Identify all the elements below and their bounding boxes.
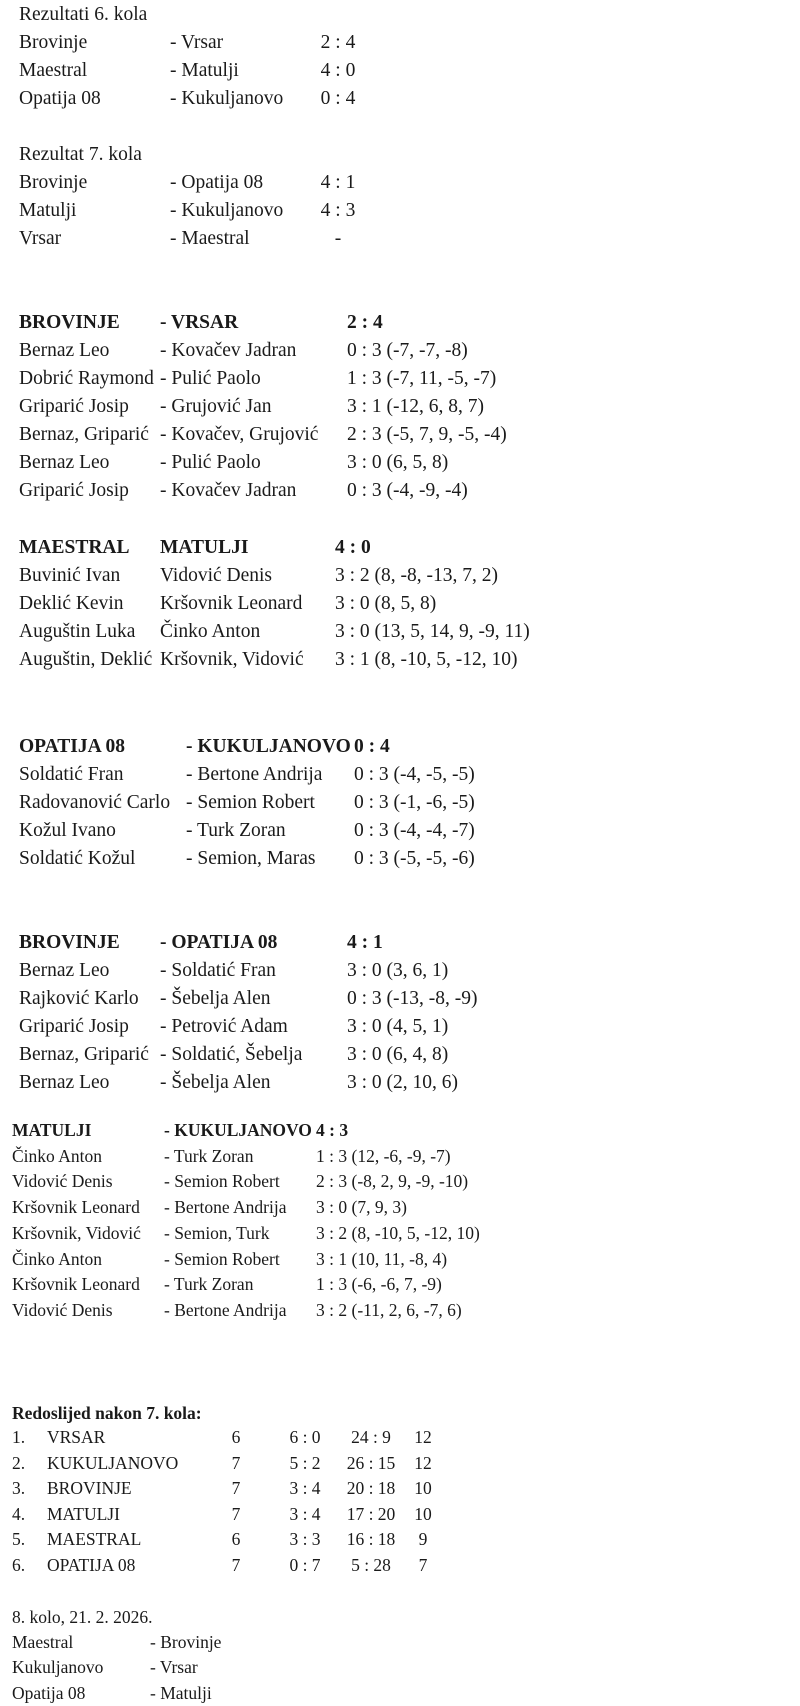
home-player: Bernaz Leo (19, 340, 110, 361)
away-player: - Turk Zoran (164, 1274, 254, 1295)
round7-title (0, 141, 800, 169)
away-team: - Matulji (150, 1682, 212, 1703)
home-player: Griparić Josip (19, 396, 129, 417)
wins-losses: 0 : 7 (289, 1555, 321, 1575)
home-player: Bernaz Leo (19, 960, 110, 981)
game-result: 3 : 0 (13, 5, 14, 9, -9, 11) (335, 621, 530, 642)
home-player: Vidović Denis (12, 1299, 113, 1320)
away-team: - Vrsar (170, 32, 224, 53)
rank: 2. (12, 1452, 26, 1473)
game-row (0, 1013, 800, 1041)
match-header (0, 1117, 800, 1143)
match-score: 2 : 4 (347, 312, 383, 333)
home-player: Vidović Denis (12, 1171, 113, 1192)
rank: 3. (12, 1478, 26, 1499)
round6-title (0, 1, 800, 29)
away-player: - Soldatić Fran (160, 960, 276, 981)
game-row (0, 337, 800, 365)
home-player: Kožul Ivano (19, 820, 116, 841)
home-player: Griparić Josip (19, 480, 129, 501)
home-player: Soldatić Fran (19, 764, 124, 785)
game-row (0, 449, 800, 477)
game-row (0, 1297, 800, 1323)
match-header (0, 733, 800, 761)
played: 7 (231, 1452, 241, 1473)
away-team: - Brovinje (150, 1632, 222, 1652)
away-player: - Bertone Andrija (186, 764, 323, 785)
points: 12 (414, 1427, 432, 1447)
home-player: Činko Anton (12, 1248, 102, 1269)
home-player: Soldatić Kožul (19, 848, 136, 869)
home-team-header: MAESTRAL (19, 537, 130, 558)
game-result: 2 : 3 (-8, 2, 9, -9, -10) (316, 1171, 469, 1192)
away-player: - Grujović Jan (160, 396, 272, 417)
round-title: Rezultat 7. kola (19, 144, 142, 165)
away-team: - Maestral (170, 228, 250, 249)
game-row (0, 646, 800, 674)
wins-losses: 6 : 0 (289, 1427, 321, 1447)
game-row (0, 365, 800, 393)
game-result: 3 : 1 (-12, 6, 8, 7) (347, 396, 485, 417)
match-row (0, 225, 800, 253)
rank: 1. (12, 1427, 26, 1447)
standings-row (0, 1424, 800, 1450)
score: 2 : 4 (320, 32, 356, 53)
wins-losses: 3 : 3 (289, 1529, 321, 1550)
rank: 4. (12, 1503, 26, 1524)
away-player: Vidović Denis (160, 565, 273, 586)
game-row (0, 985, 800, 1013)
team: OPATIJA 08 (47, 1555, 136, 1575)
team: VRSAR (47, 1427, 106, 1447)
score: 0 : 4 (320, 88, 356, 109)
points: 9 (418, 1529, 428, 1550)
game-result: 3 : 1 (8, -10, 5, -12, 10) (335, 649, 518, 670)
home-team: Vrsar (19, 228, 62, 249)
team: MAESTRAL (47, 1529, 142, 1550)
points: 10 (414, 1503, 432, 1524)
game-result: 3 : 0 (6, 4, 8) (347, 1044, 449, 1065)
team: BROVINJE (47, 1478, 132, 1499)
game-result: 1 : 3 (-7, 11, -5, -7) (347, 368, 497, 389)
away-player: Činko Anton (160, 621, 261, 642)
home-player: Deklić Kevin (19, 593, 124, 614)
away-player: - Semion Robert (164, 1248, 280, 1269)
game-row (0, 1168, 800, 1194)
home-player: Bernaz Leo (19, 452, 110, 473)
home-team-header: OPATIJA 08 (19, 736, 125, 757)
home-player: Činko Anton (12, 1145, 102, 1166)
game-row (0, 393, 800, 421)
home-player: Bernaz, Griparić (19, 424, 149, 445)
home-team-header: BROVINJE (19, 932, 120, 953)
away-team-header: - VRSAR (160, 312, 239, 333)
standings-row (0, 1552, 800, 1578)
game-row (0, 562, 800, 590)
home-player: Bernaz Leo (19, 1072, 110, 1093)
team: MATULJI (47, 1503, 120, 1524)
game-row (0, 477, 800, 505)
away-team-header: - OPATIJA 08 (160, 932, 278, 953)
game-result: 3 : 0 (8, 5, 8) (335, 593, 437, 614)
away-team: - Kukuljanovo (170, 200, 284, 221)
match-row (0, 169, 800, 197)
away-player: - Semion Robert (186, 792, 315, 813)
rank: 6. (12, 1555, 26, 1575)
home-player: Kršovnik Leonard (12, 1274, 140, 1295)
game-result: 0 : 3 (-7, -7, -8) (347, 340, 468, 361)
match-row (0, 29, 800, 57)
away-player: - Petrović Adam (160, 1016, 288, 1037)
game-result: 3 : 2 (8, -8, -13, 7, 2) (335, 565, 499, 586)
home-player: Kršovnik Leonard (12, 1197, 140, 1218)
game-row (0, 1041, 800, 1069)
match-row (0, 197, 800, 225)
game-row (0, 421, 800, 449)
away-player: - Šebelja Alen (160, 988, 271, 1009)
wins-losses: 3 : 4 (289, 1503, 321, 1524)
team: KUKULJANOVO (47, 1452, 179, 1473)
away-team-header: MATULJI (160, 537, 249, 558)
away-player: Kršovnik Leonard (160, 593, 303, 614)
game-result: 3 : 1 (10, 11, -8, 4) (316, 1248, 448, 1269)
game-row (0, 1271, 800, 1297)
away-player: - Pulić Paolo (160, 368, 261, 389)
game-row (0, 1143, 800, 1169)
away-player: - Semion Robert (164, 1171, 280, 1192)
points: 12 (414, 1452, 432, 1473)
match-row (0, 85, 800, 113)
game-result: 2 : 3 (-5, 7, 9, -5, -4) (347, 424, 507, 445)
sets: 26 : 15 (346, 1452, 396, 1473)
score: 4 : 1 (320, 172, 356, 193)
standings-row (0, 1450, 800, 1476)
home-team-header: BROVINJE (19, 312, 120, 333)
home-team: Maestral (19, 60, 88, 81)
away-player: - Kovačev Jadran (160, 340, 297, 361)
game-result: 3 : 0 (7, 9, 3) (316, 1197, 407, 1218)
match-row (0, 57, 800, 85)
home-team: Brovinje (19, 172, 88, 193)
home-player: Bernaz, Griparić (19, 1044, 149, 1065)
sets: 24 : 9 (351, 1427, 391, 1447)
home-team: Maestral (12, 1632, 74, 1652)
score: - (334, 228, 342, 249)
played: 7 (231, 1503, 241, 1524)
home-player: Griparić Josip (19, 1016, 129, 1037)
wins-losses: 3 : 4 (289, 1478, 321, 1499)
away-player: - Soldatić, Šebelja (160, 1044, 303, 1065)
fixture-row (0, 1629, 800, 1655)
played: 7 (231, 1555, 241, 1575)
game-row (0, 1069, 800, 1097)
away-player: - Bertone Andrija (164, 1197, 287, 1218)
standings-title: Redoslijed nakon 7. kola: (12, 1403, 202, 1423)
home-player: Dobrić Raymond (19, 368, 154, 389)
away-team: - Matulji (170, 60, 239, 81)
match-score: 4 : 3 (316, 1120, 349, 1140)
match-score: 4 : 0 (335, 537, 371, 558)
away-player: - Šebelja Alen (160, 1072, 271, 1093)
game-row (0, 1220, 800, 1246)
fixture-row (0, 1654, 800, 1680)
match-score: 0 : 4 (354, 736, 390, 757)
standings-row (0, 1501, 800, 1527)
away-player: - Turk Zoran (186, 820, 286, 841)
wins-losses: 5 : 2 (289, 1452, 321, 1473)
home-player: Radovanović Carlo (19, 792, 171, 813)
fixture-row (0, 1680, 800, 1706)
away-player: - Semion, Maras (186, 848, 316, 869)
away-team: - Opatija 08 (170, 172, 264, 193)
home-player: Auguštin Luka (19, 621, 136, 642)
played: 7 (231, 1478, 241, 1499)
game-result: 0 : 3 (-4, -4, -7) (354, 820, 475, 841)
standings-heading (0, 1400, 800, 1426)
game-row (0, 590, 800, 618)
home-team: Brovinje (19, 32, 88, 53)
rank: 5. (12, 1529, 26, 1550)
away-player: - Kovačev Jadran (160, 480, 297, 501)
game-result: 1 : 3 (-6, -6, 7, -9) (316, 1274, 442, 1295)
standings-row (0, 1526, 800, 1552)
game-result: 0 : 3 (-13, -8, -9) (347, 988, 478, 1009)
away-player: - Semion, Turk (164, 1222, 270, 1243)
away-player: - Kovačev, Grujović (160, 424, 319, 445)
game-row (0, 817, 800, 845)
home-team: Matulji (19, 200, 77, 221)
sets: 16 : 18 (346, 1529, 396, 1550)
game-result: 1 : 3 (12, -6, -9, -7) (316, 1145, 451, 1166)
round-title: Rezultati 6. kola (19, 4, 148, 25)
away-team: - Vrsar (150, 1657, 198, 1678)
game-result: 3 : 2 (8, -10, 5, -12, 10) (316, 1222, 480, 1243)
game-row (0, 618, 800, 646)
points: 7 (418, 1555, 428, 1575)
match-header (0, 309, 800, 337)
points: 10 (414, 1478, 432, 1499)
game-result: 3 : 0 (6, 5, 8) (347, 452, 449, 473)
round-title: 8. kolo, 21. 2. 2026. (12, 1607, 153, 1627)
home-player: Buvinić Ivan (19, 565, 121, 586)
away-player: Kršovnik, Vidović (160, 649, 304, 670)
home-player: Kršovnik, Vidović (12, 1222, 141, 1243)
away-player: - Turk Zoran (164, 1145, 254, 1166)
home-player: Auguštin, Deklić (19, 649, 153, 670)
sets: 20 : 18 (346, 1478, 396, 1499)
game-row (0, 1194, 800, 1220)
game-result: 3 : 0 (4, 5, 1) (347, 1016, 449, 1037)
standings-row (0, 1475, 800, 1501)
score: 4 : 0 (320, 60, 356, 81)
game-result: 3 : 0 (3, 6, 1) (347, 960, 449, 981)
sets: 17 : 20 (346, 1503, 396, 1524)
match-header (0, 929, 800, 957)
home-player: Rajković Karlo (19, 988, 139, 1009)
game-row (0, 845, 800, 873)
away-team: - Kukuljanovo (170, 88, 284, 109)
game-row (0, 789, 800, 817)
game-result: 0 : 3 (-5, -5, -6) (354, 848, 475, 869)
match-score: 4 : 1 (347, 932, 383, 953)
game-result: 0 : 3 (-4, -9, -4) (347, 480, 468, 501)
game-result: 0 : 3 (-4, -5, -5) (354, 764, 475, 785)
game-result: 0 : 3 (-1, -6, -5) (354, 792, 475, 813)
round8-title (0, 1604, 800, 1630)
played: 6 (231, 1427, 241, 1447)
game-result: 3 : 2 (-11, 2, 6, -7, 6) (316, 1299, 462, 1320)
played: 6 (231, 1529, 241, 1550)
match-header (0, 534, 800, 562)
game-row (0, 957, 800, 985)
sets: 5 : 28 (351, 1555, 391, 1575)
home-team: Kukuljanovo (12, 1657, 104, 1678)
game-row (0, 761, 800, 789)
away-team-header: - KUKULJANOVO (186, 736, 351, 757)
home-team: Opatija 08 (12, 1682, 86, 1703)
score: 4 : 3 (320, 200, 356, 221)
game-result: 3 : 0 (2, 10, 6) (347, 1072, 459, 1093)
home-team: Opatija 08 (19, 88, 101, 109)
home-team-header: MATULJI (12, 1120, 92, 1140)
away-team-header: - KUKULJANOVO (164, 1120, 312, 1140)
away-player: - Bertone Andrija (164, 1299, 287, 1320)
game-row (0, 1246, 800, 1272)
away-player: - Pulić Paolo (160, 452, 261, 473)
